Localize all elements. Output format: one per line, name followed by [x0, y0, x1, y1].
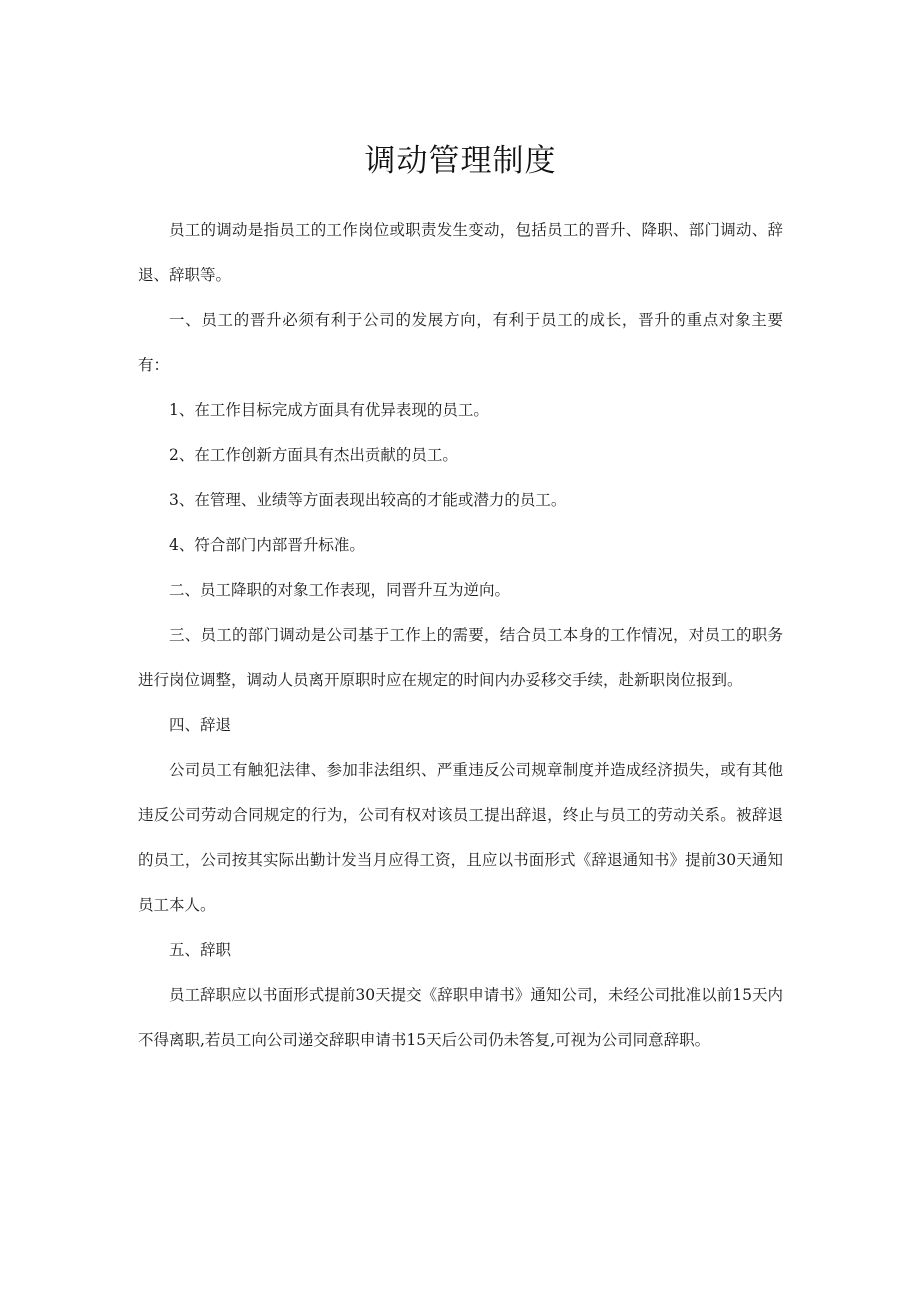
intro-paragraph: 员工的调动是指员工的工作岗位或职责发生变动，包括员工的晋升、降职、部门调动、辞退、辞职等。 [138, 221, 783, 284]
section-promotion-heading: 一、员工的晋升必须有利于公司的发展方向，有利于员工的成长，晋升的重点对象主要有： [138, 311, 783, 374]
section-dismissal-body: 公司员工有触犯法律、参加非法组织、严重违反公司规章制度并造成经济损失，或有其他违反公司劳动合同规定的行为，公司有权对该员工提出辞退，终止与员工的劳动关系。被辞退的员工，公司按其实际出勤计发当月应得工资，且应以书面形式《辞退通知书》提前30天通知员工本人。 [138, 761, 783, 914]
section-resignation-body: 员工辞职应以书面形式提前30天提交《辞职申请书》通知公司，未经公司批准以前15天内不得离职,若员工向公司递交辞职申请书15天后公司仍未答复,可视为公司同意辞职。 [138, 986, 783, 1049]
promotion-item-4: 4、符合部门内部晋升标准。 [169, 536, 365, 554]
promotion-item-1: 1、在工作目标完成方面具有优异表现的员工。 [169, 401, 489, 419]
promotion-item-2: 2、在工作创新方面具有杰出贡献的员工。 [169, 446, 458, 464]
section-dismissal-heading: 四、辞退 [169, 716, 232, 734]
section-demotion: 二、员工降职的对象工作表现，同晋升互为逆向。 [169, 581, 511, 599]
promotion-item-3: 3、在管理、业绩等方面表现出较高的才能或潜力的员工。 [169, 491, 567, 509]
document-title: 调动管理制度 [364, 143, 557, 179]
document-body [138, 208, 783, 1063]
section-resignation-heading: 五、辞职 [169, 941, 232, 959]
section-transfer: 三、员工的部门调动是公司基于工作上的需要，结合员工本身的工作情况，对员工的职务进行岗位调整，调动人员离开原职时应在规定的时间内办妥移交手续，赴新职岗位报到。 [138, 626, 783, 689]
